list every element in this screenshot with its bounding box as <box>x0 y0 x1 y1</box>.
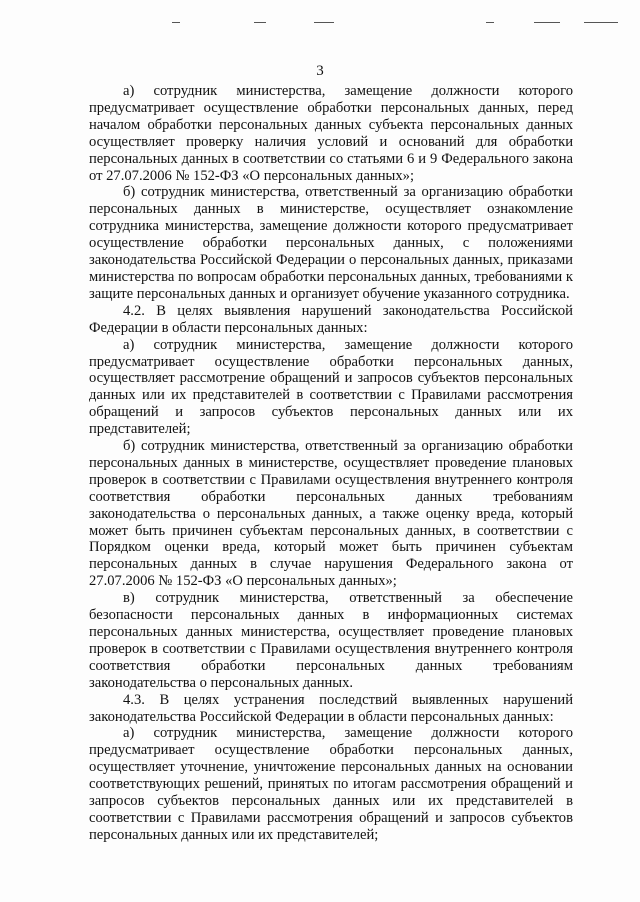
scan-mark <box>314 22 334 23</box>
paragraph-4-1-a: а) сотрудник министерства, замещение должности которого предусматривает осуществление обработки персональных данных, перед началом обработки персональных данных субъекта персональных данных осуществляет проверку наличия условий и оснований для обработки персональных данных в соответствии со статьями 6 и 9 Федерального закона от 27.07.2006 № 152-ФЗ «О персональных данных»; <box>89 83 573 184</box>
paragraph-4-2-a: а) сотрудник министерства, замещение должности которого предусматривает осуществление обработки персональных данных, осуществляет рассмотрение обращений и запросов субъектов персональных данных или их представителей в соответствии с Правилами рассмотрения обращений и запросов субъектов персональных данных или их представителей; <box>89 336 573 438</box>
scan-mark <box>584 22 618 23</box>
paragraph-4-3: 4.3. В целях устранения последствий выявленных нарушений законодательства Российской Федерации в области персональных данных: <box>89 691 573 725</box>
scan-mark <box>254 22 266 23</box>
document-body <box>89 83 573 844</box>
paragraph-4-2: 4.2. В целях выявления нарушений законодательства Российской Федерации в области персональных данных: <box>89 302 573 336</box>
paragraph-4-3-a: а) сотрудник министерства, замещение должности которого предусматривает осуществление обработки персональных данных, осуществляет уточнение, уничтожение персональных данных на основании соответствующих решений, принятых по итогам рассмотрения обращений и запросов субъектов персональных данных или их представителей в соответствии с Правилами рассмотрения обращений и запросов субъектов персональных данных или их представителей; <box>89 725 573 843</box>
page-number: 3 <box>316 63 324 79</box>
paragraph-4-2-b: б) сотрудник министерства, ответственный за организацию обработки персональных данных в министерстве, осуществляет проведение плановых проверок в соответствии с Правилами осуществления внутреннего контроля соответствия обработки персональных данных требованиям законодательства о персональных данных, а также оценку вреда, который может быть причинен субъектам персональных данных, в соответствии с Порядком оценки вреда, который может быть причинен субъектам персональных данных в случае нарушения Федерального закона от 27.07.2006 № 152-ФЗ «О персональных данных»; <box>89 438 573 590</box>
scan-mark <box>172 22 180 23</box>
paragraph-4-2-v: в) сотрудник министерства, ответственный за обеспечение безопасности персональных данных в информационных системах персональных данных министерства, осуществляет проведение плановых проверок в соответствии с Правилами осуществления внутреннего контроля соответствия обработки персональных данных требованиям законодательства о персональных данных. <box>89 590 573 691</box>
scan-mark <box>534 22 560 23</box>
scan-mark <box>486 22 494 23</box>
paragraph-4-1-b: б) сотрудник министерства, ответственный за организацию обработки персональных данных в министерстве, осуществляет ознакомление сотрудника министерства, замещение должности которого предусматривает осуществление обработки персональных данных, с положениями законодательства Российской Федерации о персональных данных, приказами министерства по вопросам обработки персональных данных, требованиями к защите персональных данных и организует обучение указанного сотрудника. <box>89 184 573 302</box>
